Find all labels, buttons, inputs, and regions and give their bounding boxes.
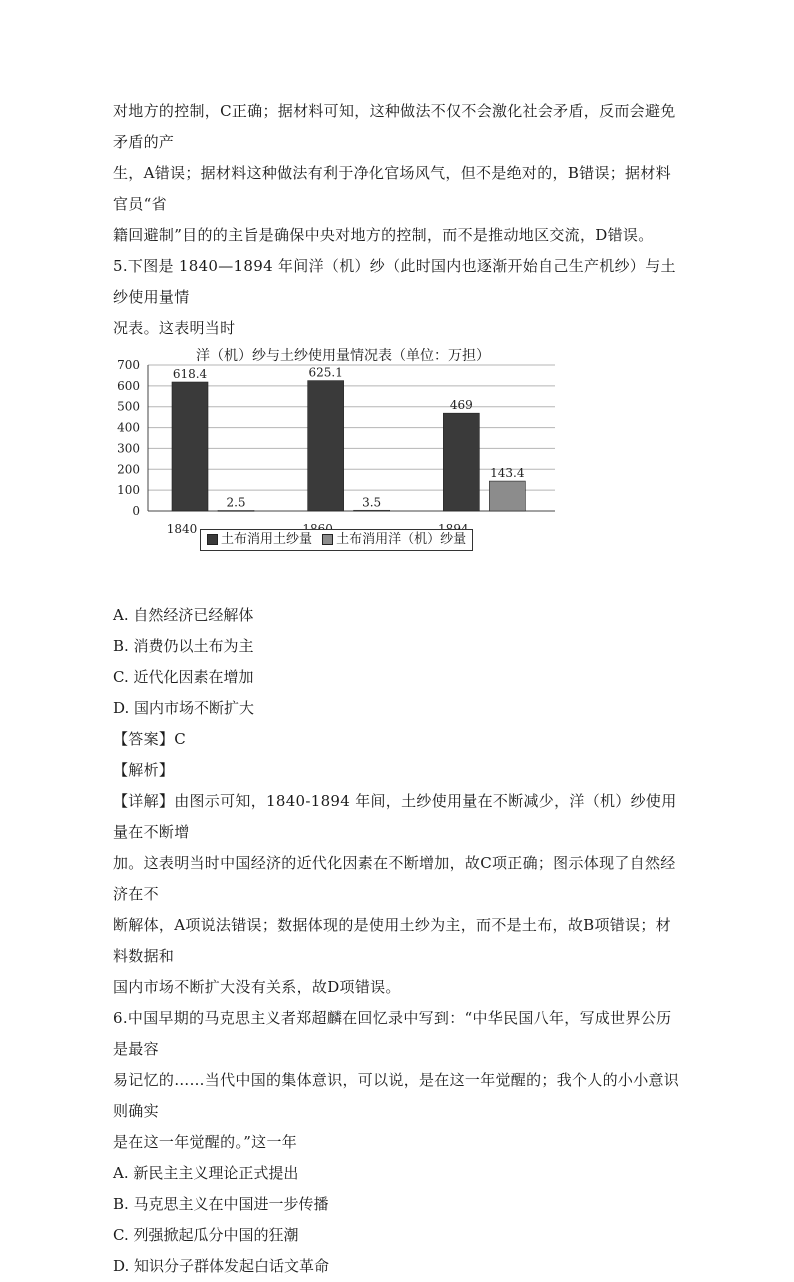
detail-label: 【详解】 <box>113 792 175 810</box>
y-tick-label: 300 <box>117 441 140 456</box>
q5-option-d: D. 国内市场不断扩大 <box>113 699 255 717</box>
data-label: 469 <box>449 398 473 413</box>
bar-1860-series-1 <box>308 381 344 511</box>
q6-stem-line-3: 是在这一年觉醒的。”这一年 <box>113 1133 298 1151</box>
bar-1840-series-1 <box>172 382 208 511</box>
bar-chart <box>113 347 573 562</box>
legend-swatch-series-2 <box>322 534 333 545</box>
intro-line-2: 生，A错误；据材料这种做法有利于净化官场风气，但不是绝对的，B错误；据材料官员“省 <box>113 164 671 213</box>
legend-swatch-series-1 <box>207 534 218 545</box>
chart-legend <box>200 529 473 551</box>
y-tick-label: 400 <box>117 420 140 435</box>
q6-option-b: B. 马克思主义在中国进一步传播 <box>113 1195 329 1213</box>
legend-label-series-1: 土布消用土纱量 <box>221 532 313 547</box>
q5-detail-line-3: 断解体，A项说法错误；数据体现的是使用土纱为主，而不是土布，故B项错误；材料数据和 <box>113 916 671 965</box>
legend-label-series-2: 土布消用洋（机）纱量 <box>336 532 467 547</box>
q5-answer: 【答案】C <box>113 730 186 748</box>
y-tick-label: 700 <box>117 358 140 372</box>
intro-line-1: 对地方的控制，C正确；据材料可知，这种做法不仅不会激化社会矛盾，反而会避免矛盾的产 <box>113 102 676 151</box>
q5-analysis-label: 【解析】 <box>113 761 175 779</box>
q5-option-b: B. 消费仍以土布为主 <box>113 637 254 655</box>
detail-text: 由图示可知，1840-1894 年间，土纱使用量在不断减少，洋（机）纱使用量在不断增 <box>113 792 677 841</box>
q5-stem-line-2: 况表。这表明当时 <box>113 319 236 337</box>
q5-detail-line-4: 国内市场不断扩大没有关系，故D项错误。 <box>113 978 401 996</box>
q6-option-a: A. 新民主主义理论正式提出 <box>113 1164 299 1182</box>
data-label: 3.5 <box>362 495 382 510</box>
q5-detail-line-1 <box>113 786 683 848</box>
q6-stem-line-2: 易记忆的……当代中国的集体意识，可以说，是在这一年觉醒的；我个人的小小意识则确实 <box>113 1071 680 1120</box>
data-label: 625.1 <box>308 365 343 380</box>
chart-title: 洋（机）纱与土纱使用量情况表（单位：万担） <box>196 348 490 364</box>
y-tick-label: 500 <box>117 399 140 414</box>
q5-stem-line-1: 5.下图是 1840—1894 年间洋（机）纱（此时国内也逐渐开始自己生产机纱）与土纱使用量情 <box>113 257 676 306</box>
bar-1860-series-2 <box>354 510 390 511</box>
bar-1894-series-1 <box>443 413 479 511</box>
q6-option-d: D. 知识分子群体发起白话文革命 <box>113 1257 330 1275</box>
q5-detail-line-2: 加。这表明当时中国经济的近代化因素在不断增加，故C项正确；图示体现了自然经济在不 <box>113 854 676 903</box>
y-tick-label: 100 <box>117 483 140 498</box>
data-label: 143.4 <box>490 466 525 481</box>
bar-1894-series-2 <box>489 481 525 511</box>
q5-option-c: C. 近代化因素在增加 <box>113 668 254 686</box>
bar-1840-series-2 <box>218 510 254 511</box>
data-label: 618.4 <box>172 367 208 382</box>
data-label: 2.5 <box>226 495 246 510</box>
y-tick-label: 0 <box>132 504 140 518</box>
intro-line-3: 籍回避制”目的的主旨是确保中央对地方的控制，而不是推动地区交流，D错误。 <box>113 226 654 244</box>
q6-option-c: C. 列强掀起瓜分中国的狂潮 <box>113 1226 299 1244</box>
y-tick-label: 600 <box>117 378 140 393</box>
y-tick-label: 200 <box>117 462 140 477</box>
q6-stem-line-1: 6.中国早期的马克思主义者郑超麟在回忆录中写到：“中华民国八年，写成世界公历是最容 <box>113 1009 672 1058</box>
x-tick-label: 1840 <box>166 522 198 536</box>
document-page <box>113 96 683 1282</box>
q5-option-a: A. 自然经济已经解体 <box>113 606 254 624</box>
